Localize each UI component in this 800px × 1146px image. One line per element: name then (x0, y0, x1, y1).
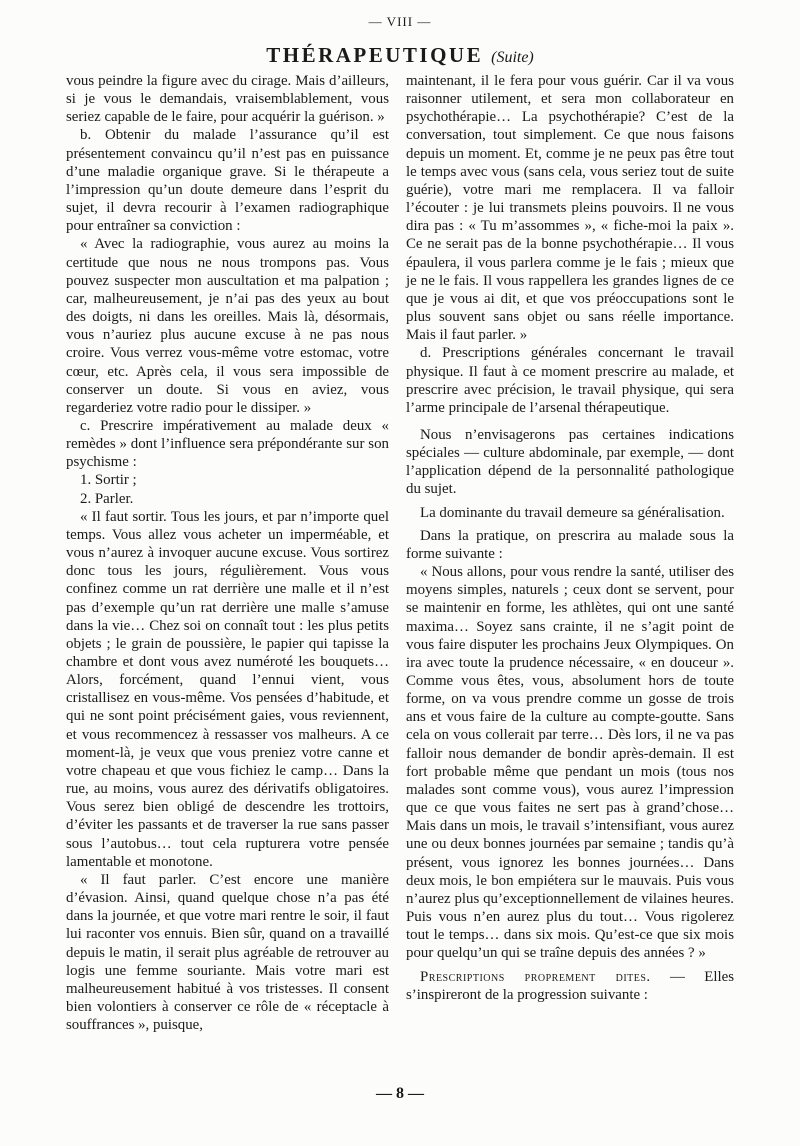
paragraph: La dominante du travail demeure sa généralisation. (420, 504, 725, 521)
paragraph: « Il faut sortir. Tous les jours, et par n’importe quel temps. Vous allez vous acheter un imperméable, et vous n’aurez à invoquer aucune excuse. Vous sortirez donc tous les jours, régulièrement. Vous vous confinez comme un rat derrière une malle et il n’est pas d’exemple qu’un rat derrière une malle s’amuse dans la vie… Chez soi on connaît tout : les plus petits objets ; le grain de poussière, le papier qui tapisse la chambre et dont vous avez numéroté les bouquets… Alors, forcément, quand l’ennui vient, vous cristallisez en vous-même. Vos pensées d’habitude, et qui ne sont point précisément gaies, vous reviennent, et vous recommencez à ressasser vos malheurs. A ce moment-là, je veux que vous preniez votre canne et votre chapeau et que vous fichiez le camp… Dans la rue, au moins, vous aurez des dérivatifs obligatoires. Vous serez bien obligé de descendre les trottoirs, d’éviter les passants et de traverser la rue sans passer sous l’autobus… tout cela rupturera votre pensée lamentable et monotone. (66, 508, 389, 870)
paragraph: maintenant, il le fera pour vous guérir. Car il va vous raisonner utilement, et sera mon collaborateur en psychothérapie… La psychothérapie? C’est de la conversation, tout simplement. Ce que nous faisons depuis un moment. Et, comme je ne peux pas être tout le temps avec vous (sans cela, vous seriez tout de suite guérie), votre mari me remplacera. Il va falloir l’écouter : je lui transmets pleins pouvoirs. Il ne vous dira pas : « Tu m’assommes », « fiche-moi la paix ». Ce ne serait pas de la bonne psychothérapie… Il vous épaulera, il vous parlera comme je le fais ; mieux que je ne le fais. Il vous rappellera les grandes lignes de ce que je vous ai dit, et que vos préoccupations sont le plus souvent sans objet ou sans réelle importance. Mais il faut parler. » (406, 73, 734, 344)
section-title: THÉRAPEUTIQUE (266, 43, 484, 67)
paragraph: b. Obtenir du malade l’assurance qu’il est présentement convaincu qu’il n’est pas en puissance d’une maladie organique grave. Si le thérapeute a l’impression qu’un doute demeure dans l’esprit du sujet, il devra recourir à l’examen radiographique pour entraîner sa conviction : (66, 127, 389, 235)
paragraph: c. Prescrire impérativement au malade deux « remèdes » dont l’influence sera prépondérante sur son psychisme : (66, 417, 389, 471)
paragraph (406, 968, 734, 1004)
prescriptions-heading: Prescriptions proprement dites. (420, 968, 651, 985)
paragraph: « Il faut parler. C’est encore une manière d’évasion. Ainsi, quand quelque chose n’a pas été dans la journée, et que votre mari rentre le soir, il faut lui raconter vos ennuis. Bien sûr, quand on a travaillé depuis le matin, il serait plus agréable de retrouver au logis une femme souriante. Mais votre mari est malheureusement habitué à vos tristesses. Il consent bien volontiers à conserver ce rôle de « réceptacle à souffrances », puisque, (66, 871, 389, 1034)
paragraph: vous peindre la figure avec du cirage. Mais d’ailleurs, si je vous le demandais, vraisemblablement, vous seriez capable de le faire, pour acquérir la guérison. » (66, 73, 389, 126)
roman-page-number: — VIII — (368, 14, 432, 29)
paragraph: « Avec la radiographie, vous aurez au moins la certitude que nous ne nous trompons pas. Vous pouvez suspecter mon auscultation et ma palpation ; car, malheureusement, je n’ai pas des yeux au bout des doigts, ni dans les oreilles. Mais là, désormais, vous n’auriez plus aucune excuse à ne pas nous croire. Vous verrez vous-même votre estomac, votre cœur, etc. Après cela, il vous sera impossible de conserver un doute. Si vous en aviez, vous regarderiez votre radio pour le dissiper. » (66, 236, 389, 416)
paragraph: d. Prescriptions générales concernant le travail physique. Il faut à ce moment prescrire au malade, et prescrire avec précision, le travail physique, qui sera l’arme principale de l’arsenal thérapeutique. (406, 345, 734, 416)
page-number: — 8 — (376, 1085, 424, 1102)
right-column (406, 72, 734, 1004)
paragraph: « Nous allons, pour vous rendre la santé, utiliser des moyens simples, naturels ; ceux dont se servent, pour se maintenir en forme, les athlètes, qui ont une santé maxima… Soyez sans crainte, il ne s’agit point de vous faire disputer les prochains Jeux Olympiques. On ira avec toute la prudence nécessaire, « en douceur ». Comme vous êtes, vous, absolument hors de toute forme, on va vous prendre comme un gosse de trois ans et vous faire de la culture au compte-goutte. Sans cela on vous collerait par terre… Dès lors, il ne va pas falloir nous demander de bondir après-demain. Il est fort probable même que pendant un mois (tous nos malades sont comme vous), vous aurez l’impression que ce que vous faites ne sert pas à grand’chose… Mais dans un mois, le travail s’intensifiant, vous aurez une ou deux bonnes journées par semaine ; tandis qu’à présent, vous ignorez les bonnes journées… Dans deux mois, le bon empiétera sur le mauvais. Puis vous n’aurez plus qu’exceptionnellement de vilaines heures. Puis vous n’en aurez plus du tout… Vous rigolerez tout le temps… dans six mois. Qu’est-ce que six mois pour quelqu’un qui se traîne depuis des années ? » (406, 564, 734, 962)
prescriptions-text: — Elles s’inspireront de la progression suivante : (406, 968, 735, 1003)
left-column (66, 72, 389, 1034)
paragraph: Nous n’envisagerons pas certaines indications spéciales — culture abdominale, par exemple, — dont l’application dépend de la personnalité pathologique du sujet. (406, 426, 734, 498)
list-item: 1. Sortir ; (80, 472, 137, 489)
section-title-suffix: (Suite) (491, 49, 534, 66)
paragraph: Dans la pratique, on prescrira au malade sous la forme suivante : (406, 527, 734, 562)
page-title (0, 43, 800, 70)
list-item: 2. Parler. (80, 490, 134, 507)
